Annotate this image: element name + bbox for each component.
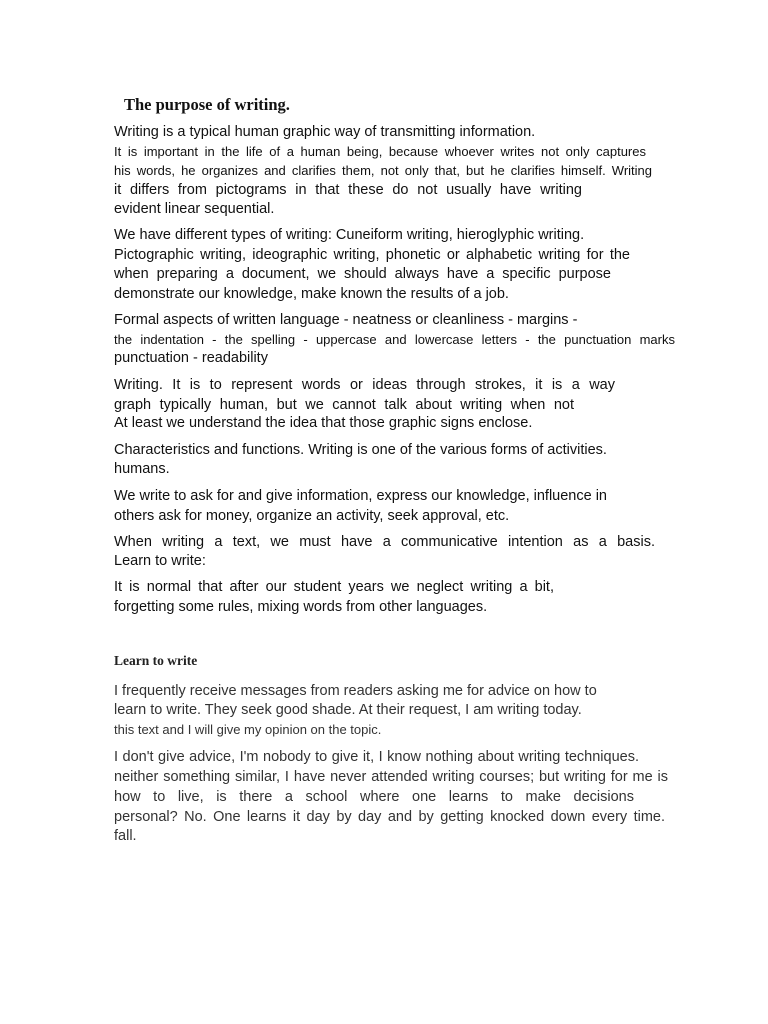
text-line: We have different types of writing: Cuneiform writing, hieroglyphic writing. bbox=[114, 227, 585, 243]
text-line: forgetting some rules, mixing words from other languages. bbox=[114, 599, 488, 615]
text-line: Pictographic writing, ideographic writing, phonetic or alphabetic writing for the bbox=[114, 247, 630, 263]
text-line: It is important in the life of a human being, because whoever writes not only captures bbox=[114, 144, 646, 159]
text-line: Learn to write: bbox=[114, 553, 206, 569]
document-title: The purpose of writing. bbox=[124, 95, 290, 114]
text-line: I frequently receive messages from readers asking me for advice on how to bbox=[114, 683, 597, 699]
text-line: demonstrate our knowledge, make known the results of a job. bbox=[114, 286, 509, 302]
text-line: When writing a text, we must have a communicative intention as a basis. bbox=[114, 534, 655, 550]
text-line: learn to write. They seek good shade. At their request, I am writing today. bbox=[114, 702, 582, 718]
text-line: graph typically human, but we cannot talk about writing when not bbox=[114, 397, 574, 413]
text-line: At least we understand the idea that those graphic signs enclose. bbox=[114, 415, 533, 431]
text-line: Characteristics and functions. Writing is one of the various forms of activities. bbox=[114, 442, 607, 458]
text-line: punctuation - readability bbox=[114, 350, 268, 366]
text-line: We write to ask for and give information, express our knowledge, influence in bbox=[114, 488, 607, 504]
text-line: it differs from pictograms in that these do not usually have writing bbox=[114, 182, 582, 198]
text-line: how to live, is there a school where one learns to make decisions bbox=[114, 789, 634, 805]
text-line: It is normal that after our student years we neglect writing a bit, bbox=[114, 579, 554, 595]
text-line: Formal aspects of written language - neatness or cleanliness - margins - bbox=[114, 312, 578, 328]
text-line: when preparing a document, we should always have a specific purpose bbox=[114, 266, 611, 282]
text-line: I don't give advice, I'm nobody to give it, I know nothing about writing techniques. bbox=[114, 749, 639, 765]
text-line: this text and I will give my opinion on the topic. bbox=[114, 722, 382, 737]
text-line: personal? No. One learns it day by day and by getting knocked down every time. bbox=[114, 809, 665, 825]
text-line: Writing is a typical human graphic way of transmitting information. bbox=[114, 124, 536, 140]
text-line: humans. bbox=[114, 461, 170, 477]
text-line: fall. bbox=[114, 828, 137, 844]
text-line: evident linear sequential. bbox=[114, 201, 275, 217]
text-line: his words, he organizes and clarifies them, not only that, but he clarifies himself. Writing bbox=[114, 163, 652, 178]
section-title: Learn to write bbox=[114, 653, 198, 668]
text-line: neither something similar, I have never attended writing courses; but writing for me is bbox=[114, 769, 668, 785]
text-line: others ask for money, organize an activity, seek approval, etc. bbox=[114, 508, 510, 524]
text-line: the indentation - the spelling - uppercase and lowercase letters - the punctuation marks bbox=[114, 332, 675, 347]
text-line: Writing. It is to represent words or ideas through strokes, it is a way bbox=[114, 377, 615, 393]
